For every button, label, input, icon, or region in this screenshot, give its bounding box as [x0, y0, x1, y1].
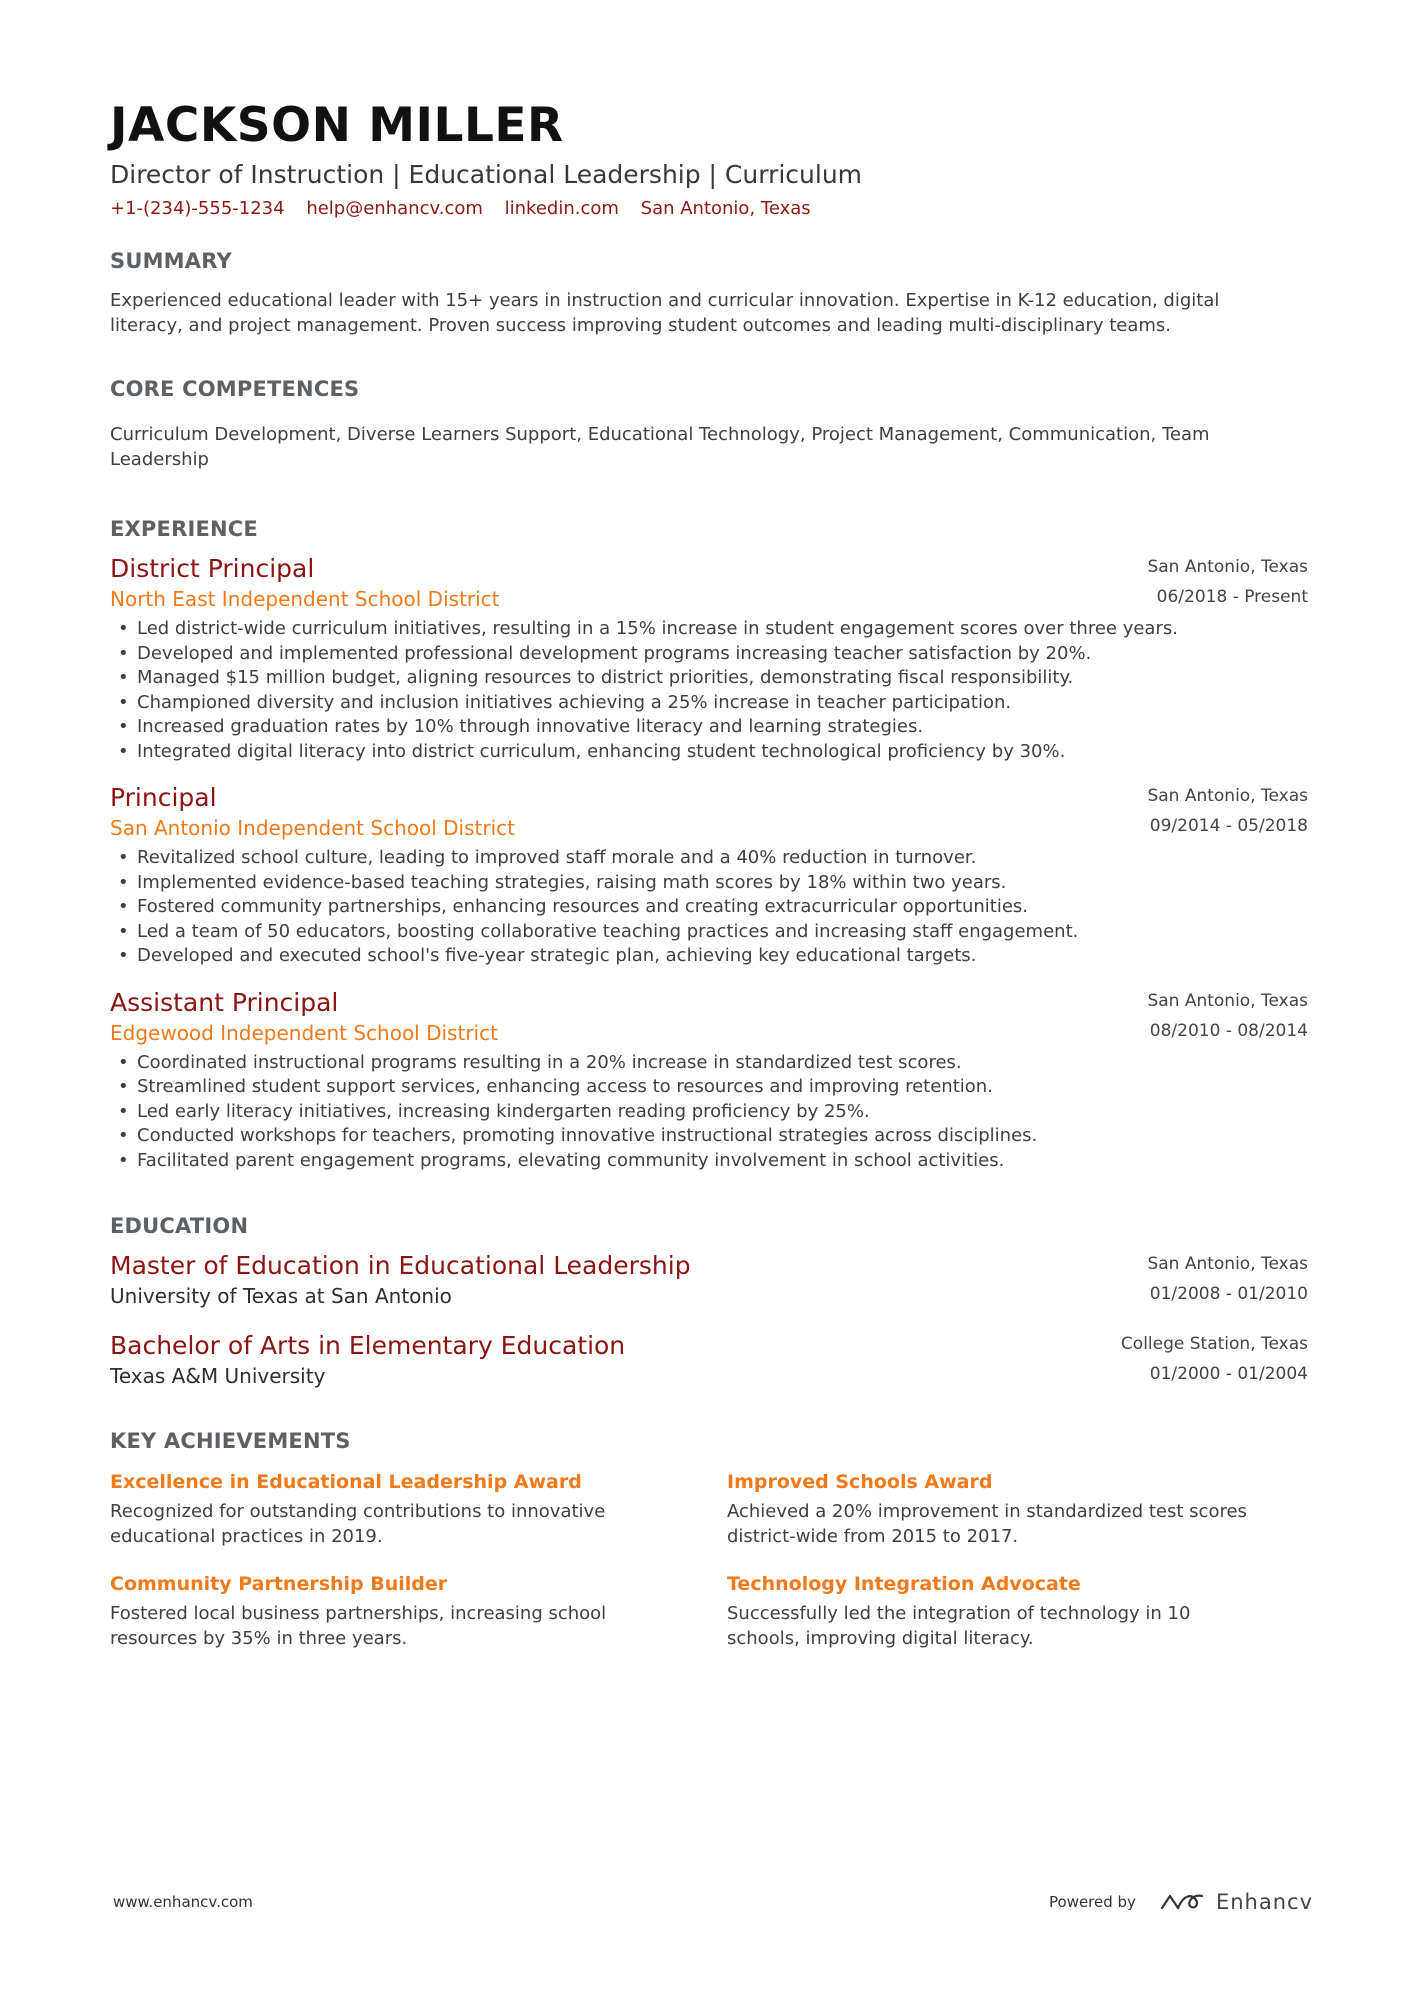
achievement-item — [727, 1468, 1267, 1549]
section-title: KEY ACHIEVEMENTS — [110, 1429, 351, 1453]
section-title: SUMMARY — [110, 249, 232, 273]
job-location: San Antonio, Texas — [1147, 557, 1308, 577]
list-item: • Integrated digital literacy into district curriculum, enhancing student technological proficiency by 30%. — [110, 740, 1308, 765]
entry-meta — [1121, 1329, 1308, 1389]
list-item: • Fostered community partnerships, enhancing resources and creating extracurricular opportunities. — [110, 895, 1308, 920]
contact-line — [110, 196, 1308, 222]
section-title: CORE COMPETENCES — [110, 377, 360, 401]
school-name: University of Texas at San Antonio — [110, 1284, 452, 1308]
competences-text: Curriculum Development, Diverse Learners Support, Educational Technology, Project Management, Communication, Team Leadership — [110, 424, 1210, 470]
school-name: Texas A&M University — [110, 1364, 326, 1388]
section-title: EDUCATION — [110, 1214, 249, 1238]
degree-title: Bachelor of Arts in Elementary Education — [110, 1331, 626, 1360]
achievement-description: Recognized for outstanding contributions to innovative educational practices in 2019. — [110, 1501, 606, 1547]
job-location: San Antonio, Texas — [1147, 786, 1308, 806]
list-item: • Championed diversity and inclusion initiatives achieving a 25% increase in teacher participation. — [110, 691, 1308, 716]
candidate-headline: Director of Instruction | Educational Leadership | Curriculum — [110, 160, 863, 189]
education-section — [110, 1211, 1308, 1390]
list-item: • Increased graduation rates by 10% through innovative literacy and learning strategies. — [110, 715, 1308, 740]
school-location: College Station, Texas — [1120, 1334, 1308, 1354]
experience-entry — [110, 552, 1308, 764]
education-entry — [110, 1249, 1308, 1310]
list-item: • Led early literacy initiatives, increasing kindergarten reading proficiency by 25%. — [110, 1100, 1308, 1125]
contact-linkedin[interactable]: linkedin.com — [504, 198, 619, 219]
list-item: • Developed and implemented professional development programs increasing teacher satisfaction by 20%. — [110, 642, 1308, 667]
degree-title: Master of Education in Educational Leadership — [110, 1251, 691, 1280]
list-item: • Revitalized school culture, leading to improved staff morale and a 40% reduction in turnover. — [110, 846, 1308, 871]
bullet-list — [110, 617, 1308, 764]
achievement-title: Excellence in Educational Leadership Award — [110, 1471, 582, 1493]
experience-entry — [110, 781, 1308, 969]
list-item: • Conducted workshops for teachers, promoting innovative instructional strategies across disciplines. — [110, 1124, 1308, 1149]
achievement-description: Achieved a 20% improvement in standardized test scores district-wide from 2015 to 2017. — [727, 1501, 1247, 1547]
list-item: • Led district-wide curriculum initiatives, resulting in a 15% increase in student engagement scores over three years. — [110, 617, 1308, 642]
job-title: District Principal — [110, 554, 315, 583]
contact-location: San Antonio, Texas — [640, 198, 811, 219]
achievement-title: Technology Integration Advocate — [727, 1573, 1081, 1595]
achievement-title: Improved Schools Award — [727, 1471, 993, 1493]
job-dates: 08/2010 - 08/2014 — [1149, 1020, 1308, 1041]
education-dates: 01/2008 - 01/2010 — [1149, 1284, 1308, 1304]
page-footer — [113, 1885, 1313, 1925]
company-name: North East Independent School District — [110, 587, 500, 611]
powered-by-label: Powered by — [1049, 1893, 1136, 1911]
candidate-name: JACKSON MILLER — [110, 98, 564, 153]
job-title: Principal — [110, 783, 217, 812]
list-item: • Developed and executed school's five-year strategic plan, achieving key educational targets. — [110, 944, 1308, 969]
job-dates: 06/2018 - Present — [1156, 587, 1308, 607]
summary-section — [110, 246, 1308, 338]
competences-section — [110, 374, 1308, 472]
list-item: • Coordinated instructional programs resulting in a 20% increase in standardized test scores. — [110, 1051, 1308, 1076]
achievement-description: Successfully led the integration of technology in 10 schools, improving digital literacy. — [727, 1603, 1191, 1649]
achievement-title: Community Partnership Builder — [110, 1573, 448, 1595]
school-location: San Antonio, Texas — [1147, 1254, 1308, 1274]
bullet-list — [110, 1051, 1308, 1174]
contact-email[interactable]: help@enhancv.com — [306, 198, 483, 219]
list-item: • Streamlined student support services, enhancing access to resources and improving retention. — [110, 1075, 1308, 1100]
company-name: San Antonio Independent School District — [110, 816, 515, 840]
experience-section — [110, 514, 1308, 1173]
list-item: • Facilitated parent engagement programs, elevating community involvement in school activities. — [110, 1149, 1308, 1174]
job-dates: 09/2014 - 05/2018 — [1149, 816, 1308, 836]
achievement-item — [727, 1570, 1267, 1651]
entry-meta — [1147, 552, 1308, 612]
achievements-section — [110, 1426, 1308, 1649]
achievement-item — [110, 1570, 650, 1651]
list-item: • Managed $15 million budget, aligning resources to district priorities, demonstrating fiscal responsibility. — [110, 666, 1308, 691]
bullet-list — [110, 846, 1308, 969]
brand-name: Enhancv — [1215, 1890, 1313, 1914]
entry-meta — [1147, 781, 1308, 841]
achievement-item — [110, 1468, 650, 1549]
entry-meta — [1147, 1249, 1308, 1309]
resume-page — [110, 96, 1308, 1649]
job-location: San Antonio, Texas — [1147, 990, 1308, 1011]
footer-url[interactable]: www.enhancv.com — [113, 1893, 253, 1911]
enhancv-logo-icon — [1160, 1890, 1204, 1914]
job-title: Assistant Principal — [110, 987, 339, 1017]
experience-entry — [110, 986, 1308, 1174]
list-item: • Implemented evidence-based teaching strategies, raising math scores by 18% within two years. — [110, 871, 1308, 896]
resume-header — [110, 96, 1308, 222]
summary-text: Experienced educational leader with 15+ years in instruction and curricular innovation. Expertise in K-12 education, digital literacy, and project management. Proven success improving student outcomes and leading multi-disciplinary teams. — [110, 290, 1220, 336]
entry-meta — [1147, 986, 1308, 1046]
list-item: • Led a team of 50 educators, boosting collaborative teaching practices and increasing staff engagement. — [110, 920, 1308, 945]
company-name: Edgewood Independent School District — [110, 1020, 498, 1045]
education-dates: 01/2000 - 01/2004 — [1149, 1364, 1308, 1384]
section-title: EXPERIENCE — [110, 517, 258, 541]
education-entry — [110, 1329, 1308, 1390]
contact-phone[interactable]: +1-(234)-555-1234 — [110, 198, 285, 219]
footer-branding — [1049, 1885, 1313, 1919]
achievement-description: Fostered local business partnerships, increasing school resources by 35% in three years. — [110, 1603, 607, 1649]
